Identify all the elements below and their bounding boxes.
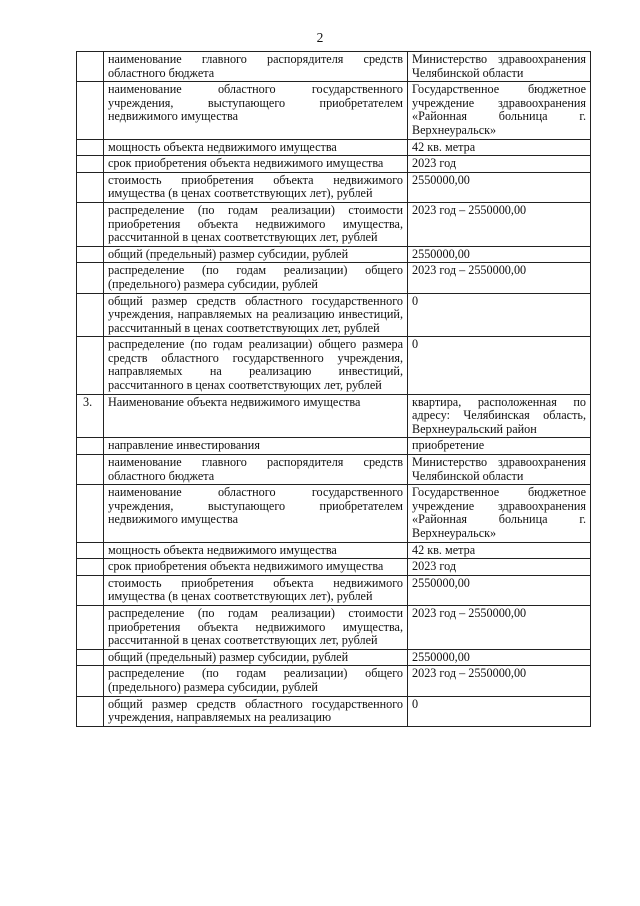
row-number-cell xyxy=(77,542,104,559)
row-number-cell xyxy=(77,263,104,293)
row-label-cell: срок приобретения объекта недвижимого имущества xyxy=(104,156,408,173)
row-number-cell xyxy=(77,139,104,156)
row-number-cell xyxy=(77,438,104,455)
row-value-cell: 0 xyxy=(408,337,591,394)
row-value-cell: 2023 год xyxy=(408,559,591,576)
row-label-cell: срок приобретения объекта недвижимого имущества xyxy=(104,559,408,576)
row-number-cell xyxy=(77,337,104,394)
row-value-cell: Государственное бюджетное учреждение здравоохранения «Районная больница г. Верхнеуральск» xyxy=(408,82,591,139)
row-number-cell xyxy=(77,649,104,666)
row-label-cell: Наименование объекта недвижимого имущества xyxy=(104,394,408,438)
row-label-cell: направление инвестирования xyxy=(104,438,408,455)
row-value-cell: 2550000,00 xyxy=(408,172,591,202)
row-number-cell: 3. xyxy=(77,394,104,438)
row-value-cell: 42 кв. метра xyxy=(408,542,591,559)
row-value-cell: 2023 год xyxy=(408,156,591,173)
row-number-cell xyxy=(77,696,104,726)
table-row xyxy=(77,394,591,438)
table-row xyxy=(77,485,591,542)
row-value-cell: Государственное бюджетное учреждение здравоохранения «Районная больница г. Верхнеуральск» xyxy=(408,485,591,542)
row-number-cell xyxy=(77,82,104,139)
table-body xyxy=(77,52,591,727)
table-row xyxy=(77,246,591,263)
row-label-cell: наименование областного государственного учреждения, выступающего приобретателем недвижимого имущества xyxy=(104,485,408,542)
row-number-cell xyxy=(77,485,104,542)
row-label-cell: распределение (по годам реализации) стоимости приобретения объекта недвижимого имущества, рассчитанной в ценах соответствующих лет, рублей xyxy=(104,202,408,246)
row-value-cell: 2550000,00 xyxy=(408,246,591,263)
table-row xyxy=(77,455,591,485)
table-row xyxy=(77,337,591,394)
row-number-cell xyxy=(77,559,104,576)
table-row xyxy=(77,542,591,559)
row-label-cell: общий размер средств областного государственного учреждения, направляемых на реализацию xyxy=(104,696,408,726)
table-row xyxy=(77,82,591,139)
table-row xyxy=(77,649,591,666)
row-number-cell xyxy=(77,172,104,202)
row-value-cell: Министерство здравоохранения Челябинской области xyxy=(408,52,591,82)
table-row xyxy=(77,696,591,726)
row-value-cell: 2023 год – 2550000,00 xyxy=(408,202,591,246)
row-number-cell xyxy=(77,246,104,263)
table-row xyxy=(77,139,591,156)
row-number-cell xyxy=(77,575,104,605)
row-number-cell xyxy=(77,156,104,173)
row-value-cell: 2550000,00 xyxy=(408,575,591,605)
row-label-cell: распределение (по годам реализации) стоимости приобретения объекта недвижимого имущества, рассчитанной в ценах соответствующих лет, рублей xyxy=(104,605,408,649)
row-value-cell: 2023 год – 2550000,00 xyxy=(408,263,591,293)
row-value-cell: квартира, расположенная по адресу: Челябинская область, Верхнеуральский район xyxy=(408,394,591,438)
row-value-cell: 2550000,00 xyxy=(408,649,591,666)
row-label-cell: общий размер средств областного государственного учреждения, направляемых на реализацию инвестиций, рассчитанный в ценах соответствующих лет, рублей xyxy=(104,293,408,337)
row-number-cell xyxy=(77,455,104,485)
row-label-cell: стоимость приобретения объекта недвижимого имущества (в ценах соответствующих лет), рублей xyxy=(104,575,408,605)
row-label-cell: наименование областного государственного учреждения, выступающего приобретателем недвижимого имущества xyxy=(104,82,408,139)
table-row xyxy=(77,263,591,293)
row-label-cell: общий (предельный) размер субсидии, рублей xyxy=(104,649,408,666)
row-value-cell: 0 xyxy=(408,696,591,726)
row-label-cell: распределение (по годам реализации) общего (предельного) размера субсидии, рублей xyxy=(104,263,408,293)
row-number-cell xyxy=(77,666,104,696)
table-row xyxy=(77,438,591,455)
page-number: 2 xyxy=(316,30,324,45)
row-label-cell: распределение (по годам реализации) общего размера средств областного государственного учреждения, направляемых на реализацию инвестиций, рассчитанного в ценах соответствующих лет, рублей xyxy=(104,337,408,394)
row-label-cell: распределение (по годам реализации) общего (предельного) размера субсидии, рублей xyxy=(104,666,408,696)
row-value-cell: 42 кв. метра xyxy=(408,139,591,156)
table-row xyxy=(77,293,591,337)
row-value-cell: 2023 год – 2550000,00 xyxy=(408,605,591,649)
table-row xyxy=(77,605,591,649)
row-value-cell: 0 xyxy=(408,293,591,337)
row-label-cell: наименование главного распорядителя средств областного бюджета xyxy=(104,455,408,485)
table-row xyxy=(77,575,591,605)
row-label-cell: мощность объекта недвижимого имущества xyxy=(104,542,408,559)
row-value-cell: 2023 год – 2550000,00 xyxy=(408,666,591,696)
row-number-cell xyxy=(77,293,104,337)
row-label-cell: стоимость приобретения объекта недвижимого имущества (в ценах соответствующих лет), рублей xyxy=(104,172,408,202)
row-label-cell: мощность объекта недвижимого имущества xyxy=(104,139,408,156)
table-row xyxy=(77,172,591,202)
table-row xyxy=(77,156,591,173)
table-row xyxy=(77,202,591,246)
row-value-cell: Министерство здравоохранения Челябинской области xyxy=(408,455,591,485)
row-number-cell xyxy=(77,605,104,649)
row-number-cell xyxy=(77,202,104,246)
row-label-cell: наименование главного распорядителя средств областного бюджета xyxy=(104,52,408,82)
table-row xyxy=(77,559,591,576)
investment-table xyxy=(76,51,591,727)
row-number-cell xyxy=(77,52,104,82)
table-row xyxy=(77,52,591,82)
row-label-cell: общий (предельный) размер субсидии, рублей xyxy=(104,246,408,263)
table-row xyxy=(77,666,591,696)
row-value-cell: приобретение xyxy=(408,438,591,455)
